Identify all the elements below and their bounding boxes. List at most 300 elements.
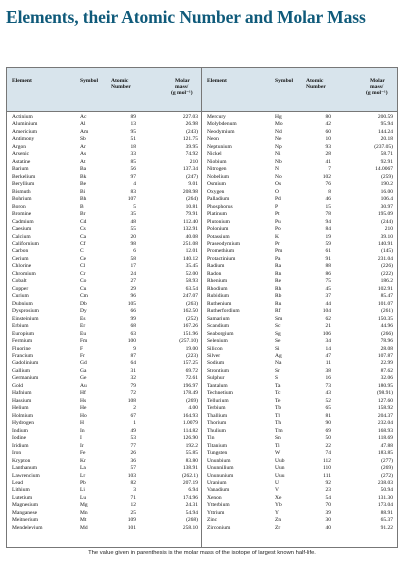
element-name: Ununbium xyxy=(207,457,231,464)
molar-mass: 40.08 xyxy=(185,233,198,240)
page-title: Elements, their Atomic Number and Molar Mass xyxy=(6,7,366,27)
molar-mass: 12.01 xyxy=(185,248,198,255)
atomic-number: 109 xyxy=(127,517,136,524)
element-symbol: Hf xyxy=(80,390,86,397)
table-right-half xyxy=(202,68,397,547)
element-name: Dubnium xyxy=(12,300,33,307)
atomic-number: 95 xyxy=(130,128,136,135)
atomic-number: 58 xyxy=(130,255,136,262)
element-symbol: Pt xyxy=(275,211,280,218)
element-name: Rhenium xyxy=(207,278,228,285)
molar-mass: 20.18 xyxy=(380,136,393,143)
element-symbol: C xyxy=(80,248,84,255)
element-name: Germanium xyxy=(12,375,39,382)
element-symbol: Tc xyxy=(275,390,281,397)
element-symbol: Uuu xyxy=(275,472,285,479)
element-name: Gold xyxy=(12,382,23,389)
element-symbol: Ir xyxy=(80,442,84,449)
molar-mass: 210 xyxy=(189,158,198,165)
element-symbol: Ac xyxy=(80,114,87,120)
element-name: Uranium xyxy=(207,479,227,486)
table-row xyxy=(7,405,201,412)
table-row xyxy=(202,473,397,480)
element-symbol: H xyxy=(80,420,84,427)
atomic-number: 73 xyxy=(325,382,331,389)
atomic-number: 7 xyxy=(328,166,331,173)
table-row xyxy=(202,353,397,360)
table-row xyxy=(7,151,201,158)
molar-mass: 74.92 xyxy=(185,151,198,158)
element-symbol: Fe xyxy=(80,450,86,457)
table-row xyxy=(7,308,201,315)
atomic-number: 111 xyxy=(323,472,331,479)
molar-mass: (244) xyxy=(381,218,393,225)
atomic-number: 71 xyxy=(130,494,136,501)
element-name: Lithium xyxy=(12,487,30,494)
atomic-number: 52 xyxy=(325,397,331,404)
header-atomic-line1: Atomic xyxy=(111,78,129,84)
table-row xyxy=(202,308,397,315)
element-name: Helium xyxy=(12,405,29,412)
table-row xyxy=(7,114,201,121)
molar-mass: 137.34 xyxy=(182,166,198,173)
molar-mass: 210 xyxy=(384,226,393,233)
element-name: Nobelium xyxy=(207,173,229,180)
element-symbol: Ba xyxy=(80,166,87,173)
table-row xyxy=(7,271,201,278)
table-row xyxy=(202,151,397,158)
element-name: Aluminium xyxy=(12,121,38,128)
molar-mass: 88.91 xyxy=(380,509,393,516)
table-row xyxy=(7,420,201,427)
table-row xyxy=(202,487,397,494)
molar-mass: (223) xyxy=(186,353,198,359)
table-row xyxy=(7,278,201,285)
table-row xyxy=(7,338,201,345)
atomic-number: 63 xyxy=(130,330,136,337)
element-symbol: Th xyxy=(275,420,282,427)
molar-mass: 54.94 xyxy=(185,509,198,516)
element-name: Hydrogen xyxy=(12,420,34,427)
element-symbol: Bk xyxy=(80,173,87,180)
element-name: Boron xyxy=(12,203,26,210)
element-symbol: Cr xyxy=(80,270,86,277)
element-symbol: Si xyxy=(275,345,280,352)
element-name: Californium xyxy=(12,240,39,247)
molar-mass: 9.01 xyxy=(188,181,198,188)
element-symbol: Br xyxy=(80,211,86,218)
atomic-number: 11 xyxy=(325,360,331,367)
header-molar-line1: Molar xyxy=(175,78,190,84)
element-symbol: Lr xyxy=(80,472,86,479)
element-symbol: Uun xyxy=(275,465,285,472)
element-name: Scandium xyxy=(207,323,229,330)
element-name: Ruthenium xyxy=(207,300,232,307)
element-symbol: Hg xyxy=(275,114,282,120)
molar-mass: 186.2 xyxy=(380,278,393,285)
table-row xyxy=(202,248,397,255)
element-name: Niobium xyxy=(207,158,227,165)
element-name: Zinc xyxy=(207,517,218,524)
element-name: Thulium xyxy=(207,427,226,434)
table-row xyxy=(7,473,201,480)
table-row xyxy=(7,413,201,420)
element-symbol: W xyxy=(275,450,281,457)
table-row xyxy=(7,196,201,203)
table-row xyxy=(202,316,397,323)
element-symbol: O xyxy=(275,188,279,195)
atomic-number: 87 xyxy=(130,353,136,359)
element-symbol: Pu xyxy=(275,218,281,225)
element-symbol: Pr xyxy=(275,240,280,247)
table-row xyxy=(202,174,397,181)
molar-mass: 258.10 xyxy=(182,524,198,531)
element-symbol: Se xyxy=(275,338,281,345)
element-symbol: Sc xyxy=(275,323,281,330)
element-name: Nickel xyxy=(207,151,222,158)
atomic-number: 15 xyxy=(325,203,331,210)
molar-mass: 190.2 xyxy=(380,181,393,188)
atomic-number: 27 xyxy=(130,278,136,285)
element-name: Lanthanum xyxy=(12,465,38,472)
header-molar-line3: (g mol⁻¹) xyxy=(171,90,193,96)
table-row xyxy=(202,196,397,203)
element-symbol: La xyxy=(80,465,86,472)
element-symbol: Y xyxy=(275,509,279,516)
table-row xyxy=(7,234,201,241)
molar-mass: (222) xyxy=(381,270,393,277)
atomic-number: 54 xyxy=(325,494,331,501)
element-symbol: Ni xyxy=(275,151,281,158)
molar-mass: (257.10) xyxy=(179,338,198,345)
table-header xyxy=(202,68,397,112)
table-row xyxy=(202,420,397,427)
element-name: Chlorine xyxy=(12,263,32,270)
molar-mass: 47.88 xyxy=(380,442,393,449)
molar-mass: 19.00 xyxy=(185,345,198,352)
table-row xyxy=(7,159,201,166)
element-symbol: Rf xyxy=(275,308,281,315)
molar-mass: 173.04 xyxy=(377,502,393,509)
table-row xyxy=(7,286,201,293)
element-name: Mendelevium xyxy=(12,524,43,531)
element-name: Rutherfordium xyxy=(207,308,240,315)
element-name: Seaborgium xyxy=(207,330,234,337)
element-symbol: No xyxy=(275,173,282,180)
header-symbol: Symbol xyxy=(275,78,294,84)
molar-mass: 127.60 xyxy=(377,397,393,404)
atomic-number: 104 xyxy=(322,308,331,315)
table-row xyxy=(202,338,397,345)
element-symbol: Am xyxy=(80,128,89,135)
table-row xyxy=(7,263,201,270)
molar-mass: 112.40 xyxy=(183,218,198,225)
table-row xyxy=(202,189,397,196)
atomic-number: 26 xyxy=(130,450,136,457)
element-name: Zirconium xyxy=(207,524,231,531)
table-row xyxy=(202,428,397,435)
element-name: Mercury xyxy=(207,114,226,120)
element-name: Iron xyxy=(12,450,22,457)
atomic-number: 21 xyxy=(325,323,331,330)
atomic-number: 33 xyxy=(130,151,136,158)
atomic-number: 102 xyxy=(322,173,331,180)
element-name: Krypton xyxy=(12,457,31,464)
element-symbol: Rn xyxy=(275,270,282,277)
molar-mass: 32.06 xyxy=(380,375,393,382)
element-symbol: Cm xyxy=(80,293,88,300)
footnote: The value given in parenthesis is the molar mass of the isotope of largest known half-life. xyxy=(88,550,316,556)
molar-mass: 157.25 xyxy=(182,360,198,367)
atomic-number: 70 xyxy=(325,502,331,509)
atomic-number: 77 xyxy=(130,442,136,449)
table-row xyxy=(7,166,201,173)
element-symbol: Sn xyxy=(275,435,281,442)
element-name: Tantalum xyxy=(207,382,228,389)
molar-mass: (262.1) xyxy=(181,472,198,479)
molar-mass: 16.00 xyxy=(380,188,393,195)
table-row xyxy=(7,121,201,128)
header-molar-line2: mass/ xyxy=(370,84,384,90)
element-name: Tungsten xyxy=(207,450,228,457)
element-symbol: K xyxy=(275,233,279,240)
table-row xyxy=(7,465,201,472)
molar-mass: 69.72 xyxy=(185,367,198,374)
atomic-number: 107 xyxy=(127,196,136,203)
atomic-number: 4 xyxy=(133,181,136,188)
atomic-number: 86 xyxy=(325,270,331,277)
element-name: Plutonium xyxy=(207,218,230,225)
atomic-number: 42 xyxy=(325,121,331,128)
molar-mass: 132.91 xyxy=(182,226,198,233)
atomic-number: 112 xyxy=(322,457,331,464)
element-symbol: Ti xyxy=(275,442,280,449)
molar-mass: 208.98 xyxy=(182,188,198,195)
table-row xyxy=(202,271,397,278)
element-symbol: Rb xyxy=(275,293,282,300)
atomic-number: 89 xyxy=(130,114,136,120)
element-symbol: At xyxy=(80,158,86,165)
element-name: Iodine xyxy=(12,435,27,442)
molar-mass: (277) xyxy=(381,457,393,464)
table-header xyxy=(7,68,201,112)
element-symbol: In xyxy=(80,427,85,434)
table-row xyxy=(7,368,201,375)
table-row xyxy=(7,450,201,457)
atomic-number: 39 xyxy=(325,509,331,516)
element-name: Americium xyxy=(12,128,38,135)
element-name: Fermium xyxy=(12,338,33,345)
element-name: Osmium xyxy=(207,181,226,188)
table-row xyxy=(7,301,201,308)
table-row xyxy=(7,189,201,196)
element-name: Manganese xyxy=(12,509,38,516)
molar-mass: 114.82 xyxy=(183,427,198,434)
atomic-number: 74 xyxy=(325,450,331,457)
element-symbol: Cl xyxy=(80,263,86,270)
table-row xyxy=(202,181,397,188)
atomic-number: 94 xyxy=(325,218,331,225)
molar-mass: (243) xyxy=(186,128,198,135)
table-row xyxy=(7,316,201,323)
element-name: Chromium xyxy=(12,270,36,277)
element-name: Bismuth xyxy=(12,188,31,195)
element-symbol: Cf xyxy=(80,240,86,247)
atomic-number: 103 xyxy=(127,472,136,479)
element-name: Dysprosium xyxy=(12,308,39,315)
table-row xyxy=(7,256,201,263)
element-name: Calcium xyxy=(12,233,31,240)
atomic-number: 51 xyxy=(130,136,136,143)
table-row xyxy=(202,375,397,382)
element-name: Molybdenum xyxy=(207,121,237,128)
element-name: Technetium xyxy=(207,390,233,397)
table-row xyxy=(202,234,397,241)
molar-mass: 50.94 xyxy=(380,487,393,494)
molar-mass: 118.69 xyxy=(378,435,393,442)
atomic-number: 88 xyxy=(325,263,331,270)
atomic-number: 50 xyxy=(325,435,331,442)
atomic-number: 13 xyxy=(130,121,136,128)
atomic-number: 24 xyxy=(130,270,136,277)
table-row xyxy=(7,248,201,255)
element-name: Promethium xyxy=(207,248,235,255)
atomic-number: 108 xyxy=(127,397,136,404)
element-symbol: Sb xyxy=(80,136,86,143)
atomic-number: 48 xyxy=(130,218,136,225)
table-row xyxy=(7,353,201,360)
molar-mass: 55.85 xyxy=(185,450,198,457)
header-molar-line3: (g mol⁻¹) xyxy=(366,90,388,96)
table-row xyxy=(202,443,397,450)
atomic-number: 47 xyxy=(325,353,331,359)
table-row xyxy=(202,465,397,472)
element-symbol: F xyxy=(80,345,84,352)
atomic-number: 62 xyxy=(325,315,331,322)
element-symbol: Tb xyxy=(275,405,282,412)
element-name: Holmium xyxy=(12,412,34,419)
atomic-number: 41 xyxy=(325,158,331,165)
atomic-number: 93 xyxy=(325,143,331,150)
header-symbol: Symbol xyxy=(80,78,99,84)
table-row xyxy=(202,211,397,218)
element-name: Indium xyxy=(12,427,28,434)
element-name: Meitnerium xyxy=(12,517,38,524)
molar-mass: (252) xyxy=(186,315,198,322)
atomic-number: 69 xyxy=(325,427,331,434)
element-name: Vanadium xyxy=(207,487,230,494)
element-name: Sodium xyxy=(207,360,225,367)
atomic-number: 19 xyxy=(325,233,331,240)
molar-mass: 167.26 xyxy=(182,323,198,330)
atomic-number: 9 xyxy=(133,345,136,352)
molar-mass: 22.99 xyxy=(380,360,393,367)
table-row xyxy=(7,174,201,181)
atomic-number: 30 xyxy=(325,517,331,524)
table-row xyxy=(7,398,201,405)
atomic-number: 80 xyxy=(325,114,331,120)
element-symbol: Er xyxy=(80,323,86,330)
element-name: Thallium xyxy=(207,412,228,419)
molar-mass: 14.0067 xyxy=(375,166,393,173)
atomic-number: 75 xyxy=(325,278,331,285)
element-symbol: Ce xyxy=(80,255,87,262)
element-name: Rhodium xyxy=(207,285,228,292)
molar-mass: 10.81 xyxy=(185,203,198,210)
atomic-number: 28 xyxy=(325,151,331,158)
atomic-number: 105 xyxy=(127,300,136,307)
table-row xyxy=(7,480,201,487)
atomic-number: 65 xyxy=(325,405,331,412)
table-row xyxy=(202,413,397,420)
table-row xyxy=(202,166,397,173)
molar-mass: 251.08 xyxy=(182,240,198,247)
molar-mass: 231.04 xyxy=(377,255,393,262)
atomic-number: 68 xyxy=(130,323,136,330)
atomic-number: 92 xyxy=(325,479,331,486)
table-row xyxy=(202,517,397,524)
element-name: Radium xyxy=(207,263,225,270)
molar-mass: 207.19 xyxy=(182,479,198,486)
molar-mass: 87.62 xyxy=(380,367,393,374)
element-name: Neptunium xyxy=(207,143,232,150)
molar-mass: (268) xyxy=(186,517,198,524)
atomic-number: 79 xyxy=(130,382,136,389)
atomic-number: 82 xyxy=(130,479,136,486)
element-symbol: Tm xyxy=(275,427,283,434)
table-row xyxy=(7,293,201,300)
molar-mass: 95.94 xyxy=(380,121,393,128)
element-symbol: Ca xyxy=(80,233,87,240)
element-symbol: Np xyxy=(275,143,282,150)
element-symbol: Ru xyxy=(275,300,282,307)
atomic-number: 96 xyxy=(130,293,136,300)
header-molar-line2: mass/ xyxy=(175,84,189,90)
molar-mass: 138.91 xyxy=(182,465,198,472)
molar-mass: 195.09 xyxy=(377,211,393,218)
table-row xyxy=(7,375,201,382)
molar-mass: 44.96 xyxy=(380,323,393,330)
molar-mass: (261) xyxy=(381,308,393,315)
header-atomic-line1: Atomic xyxy=(306,78,324,84)
molar-mass: 158.92 xyxy=(377,405,393,412)
atomic-number: 22 xyxy=(325,442,331,449)
molar-mass: 30.97 xyxy=(380,203,393,210)
table-left-half xyxy=(7,68,202,547)
table-row xyxy=(7,517,201,524)
element-name: Barium xyxy=(12,166,29,173)
element-symbol: B xyxy=(80,203,84,210)
atomic-number: 84 xyxy=(325,226,331,233)
element-name: Tellurium xyxy=(207,397,229,404)
table-row xyxy=(7,331,201,338)
atomic-number: 14 xyxy=(325,345,331,352)
element-name: Oxygen xyxy=(207,188,225,195)
header-element: Element xyxy=(12,78,32,84)
molar-mass: (247) xyxy=(186,173,198,180)
molar-mass: 174.96 xyxy=(182,494,198,501)
atomic-number: 31 xyxy=(130,367,136,374)
table-row xyxy=(7,211,201,218)
element-name: Neodymium xyxy=(207,128,235,135)
atomic-number: 55 xyxy=(130,226,136,233)
element-symbol: Pm xyxy=(275,248,283,255)
element-symbol: N xyxy=(275,166,279,173)
molar-mass: 58.71 xyxy=(380,151,393,158)
molar-mass: 126.90 xyxy=(182,435,198,442)
table-row xyxy=(202,256,397,263)
atomic-number: 83 xyxy=(130,188,136,195)
